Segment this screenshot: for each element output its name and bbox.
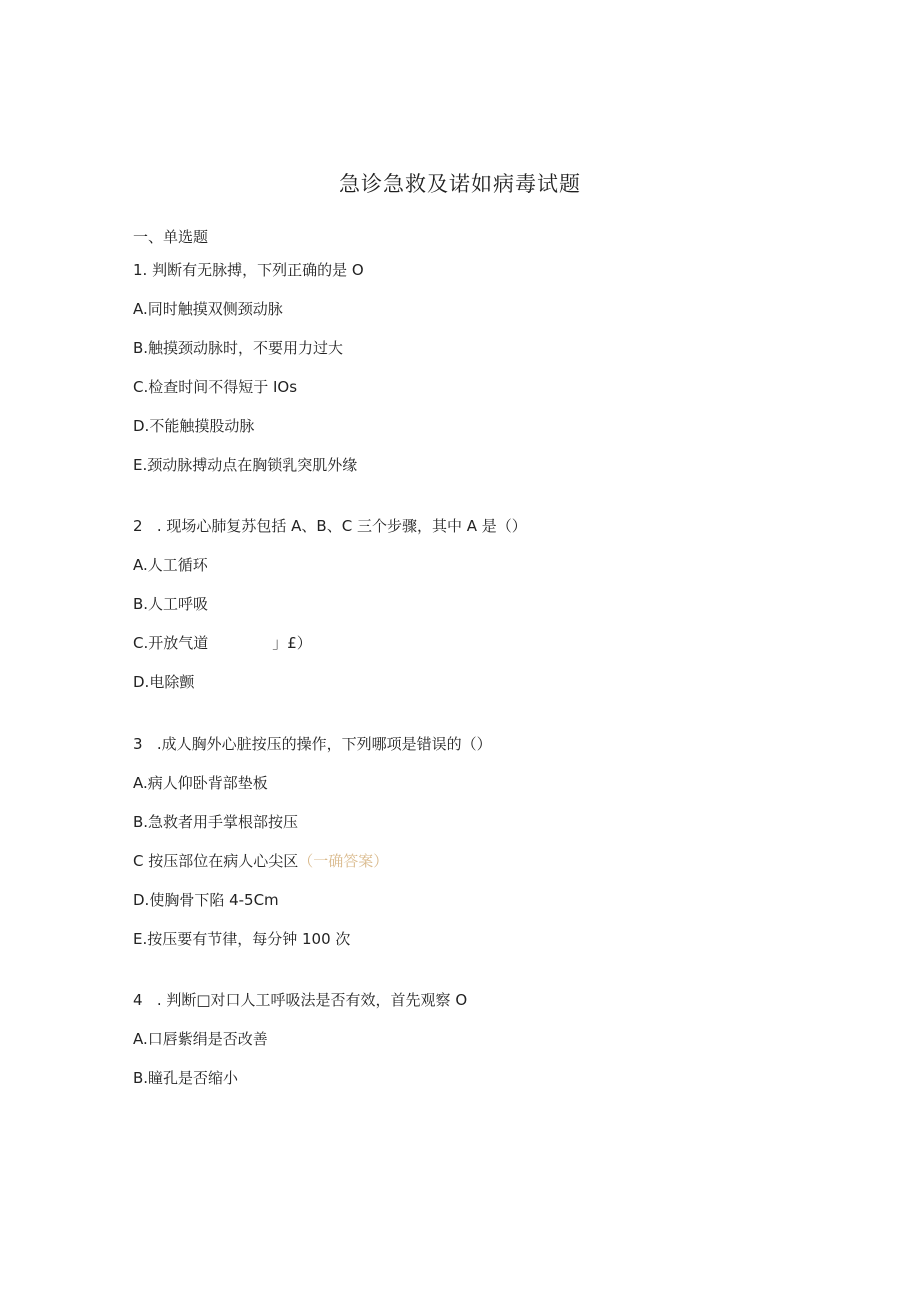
question-3-stem: 3 .成人胸外心脏按压的操作，下列哪项是错误的（） bbox=[133, 735, 492, 753]
question-2-stem: 2 . 现场心肺复苏包括 A、B、C 三个步骤，其中 A 是（） bbox=[133, 517, 527, 535]
question-3-option-c-row bbox=[133, 851, 388, 871]
question-2-option-a: A.人工循环 bbox=[133, 556, 208, 574]
question-2-margin-mark: 」£） bbox=[272, 634, 312, 652]
question-4-stem: 4 . 判断□对口人工呼吸法是否有效，首先观察 O bbox=[133, 991, 468, 1009]
question-2-option-b: B.人工呼吸 bbox=[133, 595, 209, 613]
question-1-option-b: B.触摸颈动脉时，不要用力过大 bbox=[133, 339, 344, 357]
section-heading: 一、单选题 bbox=[133, 228, 209, 246]
question-3-answer-note: （一确答案） bbox=[298, 852, 389, 870]
question-3-option-c: C 按压部位在病人心尖区 bbox=[133, 852, 299, 870]
question-2-option-c: C.开放气道 bbox=[133, 634, 209, 652]
question-3-option-e: E.按压要有节律，每分钟 100 次 bbox=[133, 930, 351, 948]
question-1-option-c: C.检查时间不得短于 IOs bbox=[133, 378, 298, 396]
question-1-stem: 1. 判断有无脉搏，下列正确的是 O bbox=[133, 261, 364, 279]
question-4-option-a: A.口唇紫绢是否改善 bbox=[133, 1030, 268, 1048]
question-3-option-b: B.急救者用手掌根部按压 bbox=[133, 813, 299, 831]
question-2-option-d: D.电除颤 bbox=[133, 673, 195, 691]
question-4-option-b: B.瞳孔是否缩小 bbox=[133, 1069, 239, 1087]
question-3-option-a: A.病人仰卧背部垫板 bbox=[133, 774, 268, 792]
question-1-option-a: A.同时触摸双侧颈动脉 bbox=[133, 300, 283, 318]
question-1-option-d: D.不能触摸股动脉 bbox=[133, 417, 255, 435]
question-2-option-c-row bbox=[133, 633, 312, 653]
question-3-option-d: D.使胸骨下陷 4-5Cm bbox=[133, 891, 279, 909]
page-title: 急诊急救及诺如病毒试题 bbox=[339, 172, 581, 196]
question-1-option-e: E.颈动脉搏动点在胸锁乳突肌外缘 bbox=[133, 456, 358, 474]
